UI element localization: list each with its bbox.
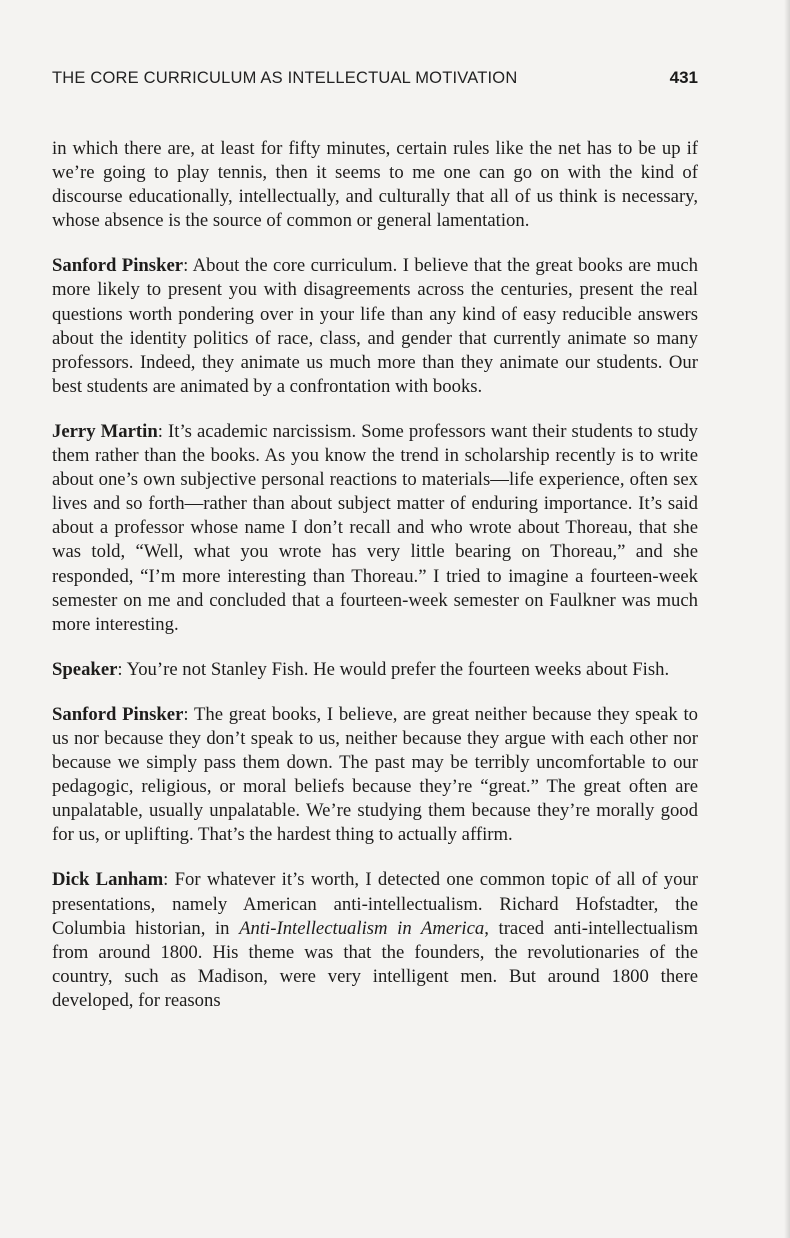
paragraph-text: : For whatever it’s worth, I detected one common topic of all of your presentations, namely American anti-intellectualism. Richard Hofstadter, the Columbia historian, in: [52, 869, 698, 939]
speaker-name: Speaker: [52, 658, 118, 680]
running-header: [52, 66, 700, 90]
paragraph-text: : You’re not Stanley Fish. He would prefer the fourteen weeks about Fish.: [117, 658, 670, 680]
paragraph-continuation: [52, 137, 698, 233]
paragraph-pinsker-great-books: [52, 703, 698, 848]
speaker-name: Sanford Pinsker: [52, 255, 184, 277]
speaker-name: Sanford Pinsker: [52, 703, 184, 725]
paragraph-pinsker-core-curriculum: [52, 254, 698, 399]
paragraph-text: : It’s academic narcissism. Some professors want their students to study them rather than the books. As you know the trend in scholarship recently is to write about one’s own subjective personal reactions to materials—life experience, often sex lives and so forth—rather than about subject matter of enduring importance. It’s said about a professor whose name I don’t recall and who wrote about Thoreau, that she was told, “Well, what you wrote has very little bearing on Thoreau,” and she responded, “I’m more interesting than Thoreau.” I tried to imagine a fourteen-week semester on me and concluded that a fourteen-week semester on Faulkner was much more interesting.: [52, 420, 699, 635]
speaker-name: Jerry Martin: [52, 420, 158, 442]
paragraph-text: in which there are, at least for fifty minutes, certain rules like the net has to be up if we’re going to play tennis, then it seems to me one can go on with the kind of discourse educationally, intellectually, and culturally that all of us think is necessary, whose absence is the source of common or general lamentation.: [52, 138, 698, 232]
paragraph-text: : About the core curriculum. I believe that the great books are much more likely to present you with disagreements across the centuries, present the real questions worth pondering over in your life than any kind of easy reducible answers about the identity politics of race, class, and gender that currently animate so many professors. Indeed, they animate us much more than they animate our students. Our best students are animated by a confrontation with books.: [52, 255, 698, 397]
body-text: [52, 137, 698, 1034]
paragraph-speaker-fish: [52, 658, 698, 682]
speaker-name: Dick Lanham: [52, 869, 164, 891]
paragraph-lanham-anti-intellectualism: [52, 868, 698, 1013]
paragraph-text: : The great books, I believe, are great neither because they speak to us nor because they don’t speak to us, neither because they argue with each other nor because we simply pass them down. The past may be terribly uncomfortable to our pedagogic, religious, or moral beliefs because they’re “great.” The great often are unpalatable, usually unpalatable. We’re studying them because they’re morally good for us, or uplifting. That’s the hardest thing to actually affirm.: [52, 703, 698, 846]
page-number: 431: [669, 68, 698, 87]
book-title: Anti-Intellectualism in America: [239, 917, 485, 939]
paragraph-text-continued: , traced anti-intellectualism from around 1800. His theme was that the founders, the revolutionaries of the country, such as Madison, were very intelligent men. But around 1800 there developed, for reasons: [52, 917, 698, 1011]
running-title: THE CORE CURRICULUM AS INTELLECTUAL MOTIVATION: [52, 69, 518, 87]
paragraph-martin-narcissism: [52, 420, 698, 637]
page-edge-shadow: [784, 0, 790, 1238]
